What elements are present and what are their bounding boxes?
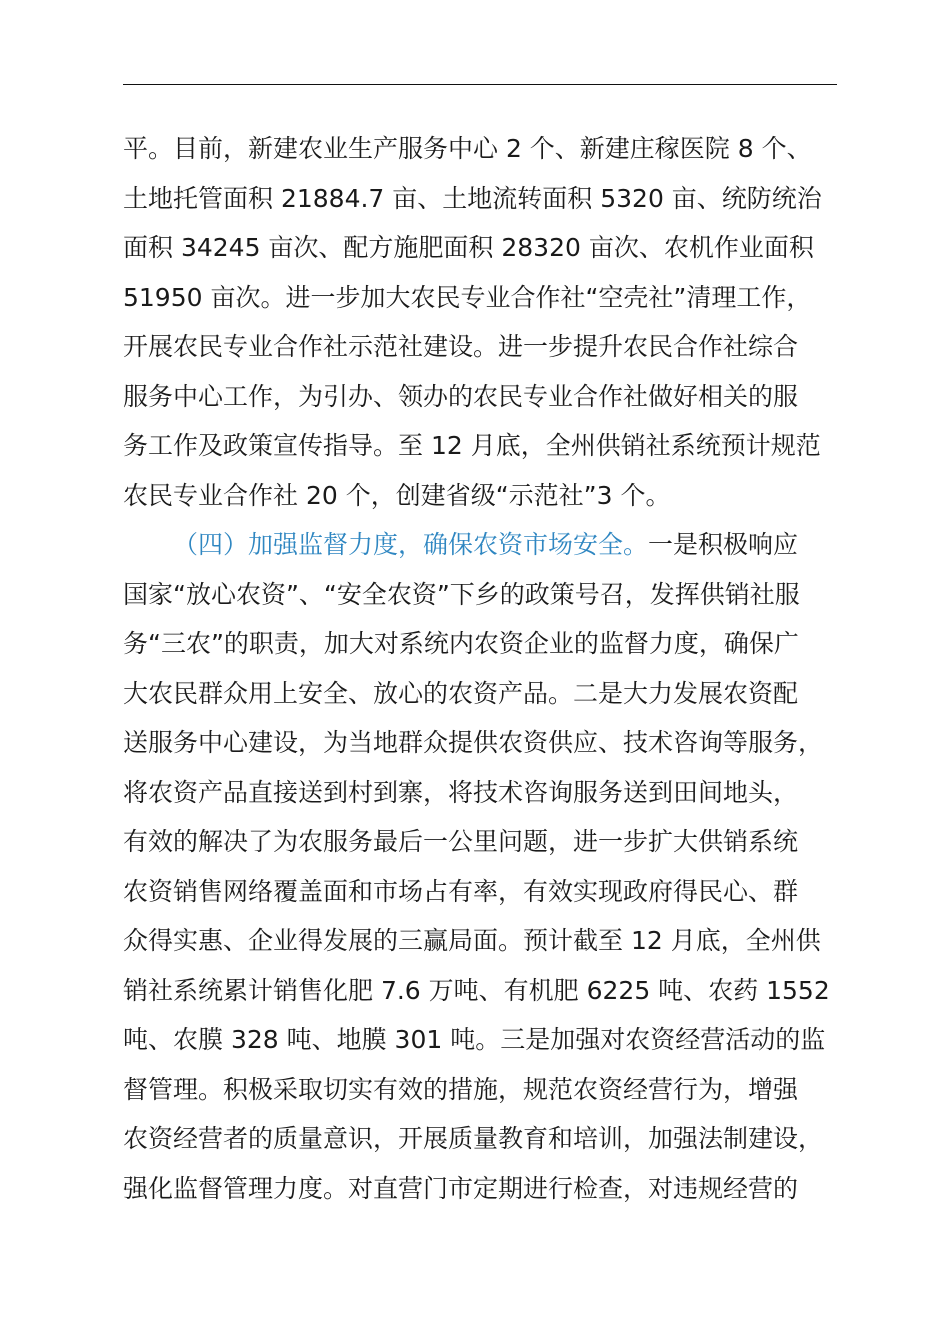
- paragraph-1: [123, 124, 837, 520]
- text-line: 强化监督管理力度。对直营门市定期进行检查，对违规经营的: [123, 1173, 799, 1203]
- text-line: 吨、农膜 328 吨、地膜 301 吨。三是加强对农资经营活动的监: [123, 1025, 826, 1054]
- text-line: 务工作及政策宣传指导。至 12 月底，全州供销社系统预计规范: [123, 431, 821, 460]
- text-line: 大农民群众用上安全、放心的农资产品。二是大力发展农资配: [123, 678, 799, 708]
- text-line: 督管理。积极采取切实有效的措施，规范农资经营行为，增强: [123, 1074, 799, 1104]
- text-line: 面积 34245 亩次、配方施肥面积 28320 亩次、农机作业面积: [123, 233, 814, 262]
- text-line: 农资销售网络覆盖面和市场占有率，有效实现政府得民心、群: [123, 876, 799, 906]
- text-line: 将农资产品直接送到村到寨，将技术咨询服务送到田间地头，: [123, 777, 799, 807]
- text-line: 销社系统累计销售化肥 7.6 万吨、有机肥 6225 吨、农药 1552: [123, 975, 830, 1005]
- text-line: 开展农民专业合作社示范社建设。进一步提升农民合作社综合: [123, 332, 799, 361]
- text-line: 51950 亩次。进一步加大农民专业合作社“空壳社”清理工作，: [123, 282, 812, 312]
- heading-continuation: 一是积极响应: [648, 530, 799, 559]
- text-line: 送服务中心建设，为当地群众提供农资供应、技术咨询等服务，: [123, 728, 824, 757]
- text-line: 农民专业合作社 20 个，创建省级“示范社”3 个。: [123, 480, 671, 510]
- header-rule: [123, 84, 837, 85]
- text-line: 众得实惠、企业得发展的三赢局面。预计截至 12 月底，全州供: [123, 926, 821, 955]
- text-line: 平。目前，新建农业生产服务中心 2 个、新建庄稼医院 8 个、: [123, 134, 812, 163]
- section-heading: （四）加强监督力度，确保农资市场安全。: [173, 530, 649, 559]
- text-line: 农资经营者的质量意识，开展质量教育和培训，加强法制建设，: [123, 1124, 824, 1153]
- text-line-first: [123, 520, 837, 570]
- paragraph-2: [123, 520, 837, 1213]
- text-line: 务“三农”的职责，加大对系统内农资企业的监督力度，确保广: [123, 629, 799, 658]
- text-line: 服务中心工作，为引办、领办的农民专业合作社做好相关的服: [123, 381, 799, 411]
- document-body: [123, 124, 837, 1213]
- text-line: 土地托管面积 21884.7 亩、土地流转面积 5320 亩、统防统治: [123, 183, 822, 213]
- text-line: 国家“放心农资”、“安全农资”下乡的政策号召，发挥供销社服: [123, 579, 800, 609]
- text-line: 有效的解决了为农服务最后一公里问题，进一步扩大供销系统: [123, 827, 799, 856]
